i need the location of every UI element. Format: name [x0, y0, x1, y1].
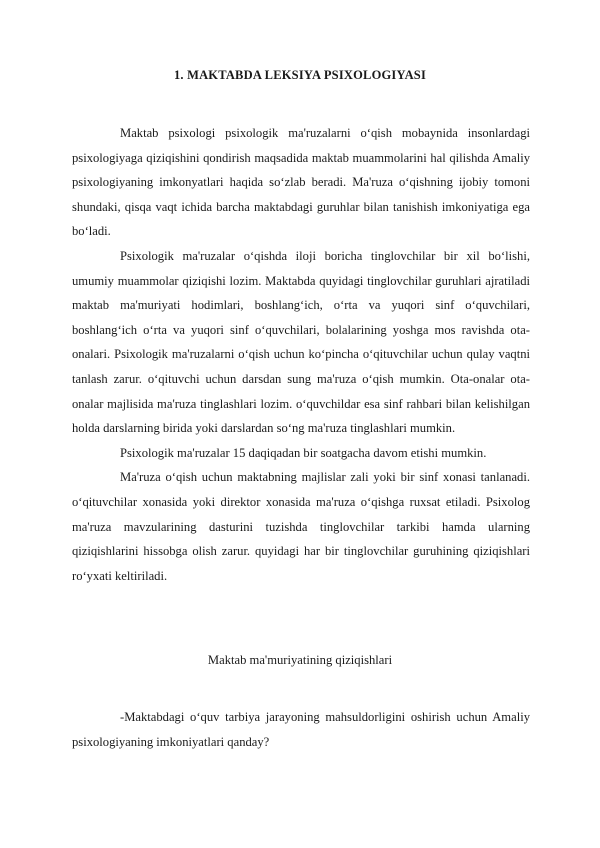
- final-section: [72, 705, 530, 754]
- paragraph-4: Ma'ruza o‘qish uchun maktabning majlislar zali yoki bir sinf xonasi tanlanadi. o‘qituvchilar xonasida yoki direktor xonasida ma'ruza o‘qishga ruxsat etiladi. Psixolog ma'ruza mavzularining dasturini tuzishda tinglovchilar tarkibi hamda ularning qiziqishlarini hissobga olish zarur. quyidagi har bir tinglovchilar guruhining qiziqishlari ro‘yxati keltiriladi.: [72, 470, 530, 583]
- paragraph-3: Psixologik ma'ruzalar 15 daqiqadan bir soatgacha davom etishi mumkin.: [120, 445, 487, 460]
- paragraph-1: Maktab psixologi psixologik ma'ruzalarni o‘qish mobaynida insonlardagi psixologiyaga qiziqishini qondirish maqsadida maktab muammolarini hal qilishda Amaliy psixologiyaning imkonyatlari haqida so‘zlab beradi. Ma'ruza o‘qishning ijobiy tomoni shundaki, qisqa vaqt ichida barcha maktabdagi guruhlar bilan tanishish imkoniyatiga ega bo‘ladi.: [72, 126, 530, 239]
- document-title: 1. MAKTABDA LEKSIYA PSIXOLOGIYASI: [173, 68, 427, 82]
- paragraph-5: -Maktabdagi o‘quv tarbiya jarayoning mahsuldorligini oshirish uchun Amaliy psixologiyaning imkoniyatlari qanday?: [72, 710, 530, 749]
- section-subheading: Maktab ma'muriyatining qiziqishlari: [207, 653, 393, 667]
- paragraph-2: Psixologik ma'ruzalar o‘qishda iloji boricha tinglovchilar bir xil bo‘lishi, umumiy muammolar qiziqishi lozim. Maktabda quyidagi tinglovchilar guruhlari ajratiladi maktab ma'muriyati hodimlari, boshlang‘ich, o‘rta va yuqori sinf o‘quvchilari, boshlang‘ich o‘rta va yuqori sinf o‘quvchilari, bolalarining yoshga mos ravishda ota-onalari. Psixologik ma'ruzalarni o‘qish uchun ko‘pincha o‘qituvchilar uchun qulay vaqtni tanlash zarur. o‘qituvchi uchun darsdan sung ma'ruza o‘qish mumkin. Ota-onalar ota-onalar majlisida ma'ruza tinglashlari lozim. o‘quvchildar esa sinf rahbari bilan kelishilgan holda darslarning birida yoki darslardan so‘ng ma'ruza tinglashlari mumkin.: [72, 248, 530, 436]
- document-body: [72, 121, 530, 588]
